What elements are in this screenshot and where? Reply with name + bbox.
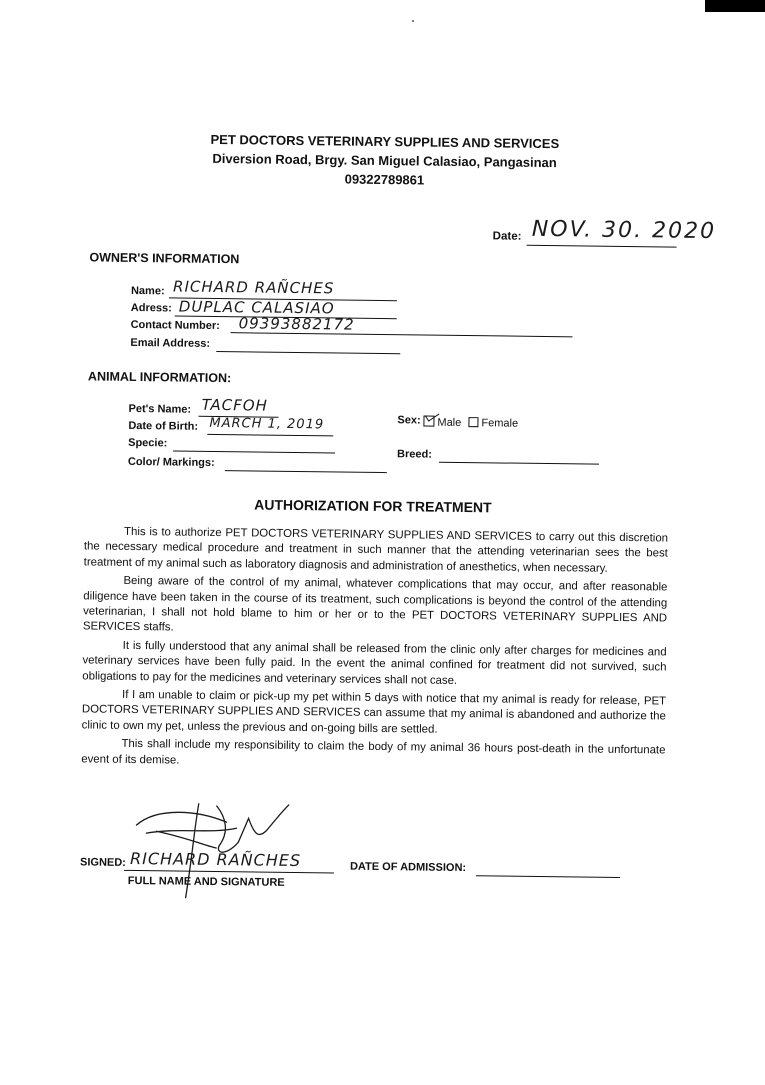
date-of-admission-label: DATE OF ADMISSION: <box>349 860 467 875</box>
sex-male-option[interactable] <box>423 416 461 429</box>
date-value[interactable]: NOV. 30. 2020 <box>531 216 717 245</box>
business-address: Diversion Road, Brgy. San Miguel Calasiao, Pangasinan <box>212 150 557 171</box>
owner-section-title: OWNER'S INFORMATION <box>89 250 240 267</box>
email-label: Email Address: <box>130 336 211 350</box>
contact-number-value[interactable]: 09393882172 <box>238 314 355 334</box>
authorization-body <box>81 524 668 777</box>
breed-line[interactable] <box>439 462 599 465</box>
contact-number-line <box>231 332 573 337</box>
business-phone: 09322789861 <box>344 171 425 188</box>
checked-checkbox-icon[interactable] <box>423 416 434 427</box>
animal-section-title: ANIMAL INFORMATION: <box>87 369 232 386</box>
authorization-title: AUTHORIZATION FOR TREATMENT <box>254 496 492 516</box>
date-label: Date: <box>492 230 522 243</box>
contact-number-label: Contact Number: <box>130 318 220 333</box>
signed-name-value[interactable]: RICHARD RAÑCHES <box>129 848 302 871</box>
sex-female-label: Female <box>481 417 519 430</box>
sex-label: Sex: <box>397 414 421 427</box>
signed-label: SIGNED: <box>79 856 126 869</box>
dob-line <box>207 434 333 437</box>
signature-caption: FULL NAME AND SIGNATURE <box>127 874 285 889</box>
color-line[interactable] <box>225 470 387 473</box>
specie-line[interactable] <box>173 450 335 453</box>
breed-label: Breed: <box>396 448 432 461</box>
authorization-paragraph: This is to authorize PET DOCTORS VETERINARY SUPPLIES AND SERVICES to carry out this discretion the necessary medical procedure and treatment in such manner that the attending veterinarian sees the best treatment of my animal such as laboratory diagnosis and administration of anesthetics, when necessary. <box>83 525 669 575</box>
dob-value[interactable]: MARCH 1, 2019 <box>209 415 325 433</box>
owner-name-value[interactable]: RICHARD RAÑCHES <box>172 277 335 298</box>
dob-label: Date of Birth: <box>128 419 199 433</box>
specie-label: Specie: <box>128 436 168 450</box>
pet-name-value[interactable]: TACFOH <box>201 395 268 415</box>
authorization-paragraph: It is fully understood that any animal shall be released from the clinic only after charges for medicines and veterinary services have been fully paid. In the event the animal confined for treatment did not survived, such obligations to pay for the medicines and veterinary services shall not case. <box>82 639 667 687</box>
owner-name-label: Name: <box>130 284 165 298</box>
sex-female-option[interactable] <box>468 417 518 430</box>
date-of-admission-line[interactable] <box>476 875 620 878</box>
sex-male-label: Male <box>437 416 462 429</box>
date-line <box>527 245 677 248</box>
owner-address-label: Adress: <box>130 301 172 315</box>
empty-checkbox-icon[interactable] <box>468 417 478 427</box>
pet-name-label: Pet's Name: <box>128 402 192 416</box>
business-name: PET DOCTORS VETERINARY SUPPLIES AND SERVICES <box>210 131 560 152</box>
authorization-paragraph: This shall include my responsibility to claim the body of my animal 36 hours post-death in the unfortunate event of its demise. <box>81 738 666 767</box>
owner-address-value[interactable]: DUPLAC CALASIAO <box>178 297 335 318</box>
authorization-paragraph: If I am unable to claim or pick-up my pet within 5 days with notice that my animal is ready for release, PET DOCTORS VETERINARY SUPPLIES AND SERVICES can assume that my animal is abandoned and authorize the clinic to own my pet, unless the previous and on-going bills are settled. <box>81 688 667 736</box>
color-label: Color/ Markings: <box>127 455 215 469</box>
email-line[interactable] <box>216 351 400 354</box>
authorization-paragraph: Being aware of the control of my animal, whatever complications that may occur, and after reasonable diligence have been taken in the course of its treatment, such complications is beyond the control of the attending veterinarian, I shall not hold blame to him or her or to the PET DOCTORS VETERINARY SUPPLIES AND SERVICES staffs. <box>82 575 668 634</box>
